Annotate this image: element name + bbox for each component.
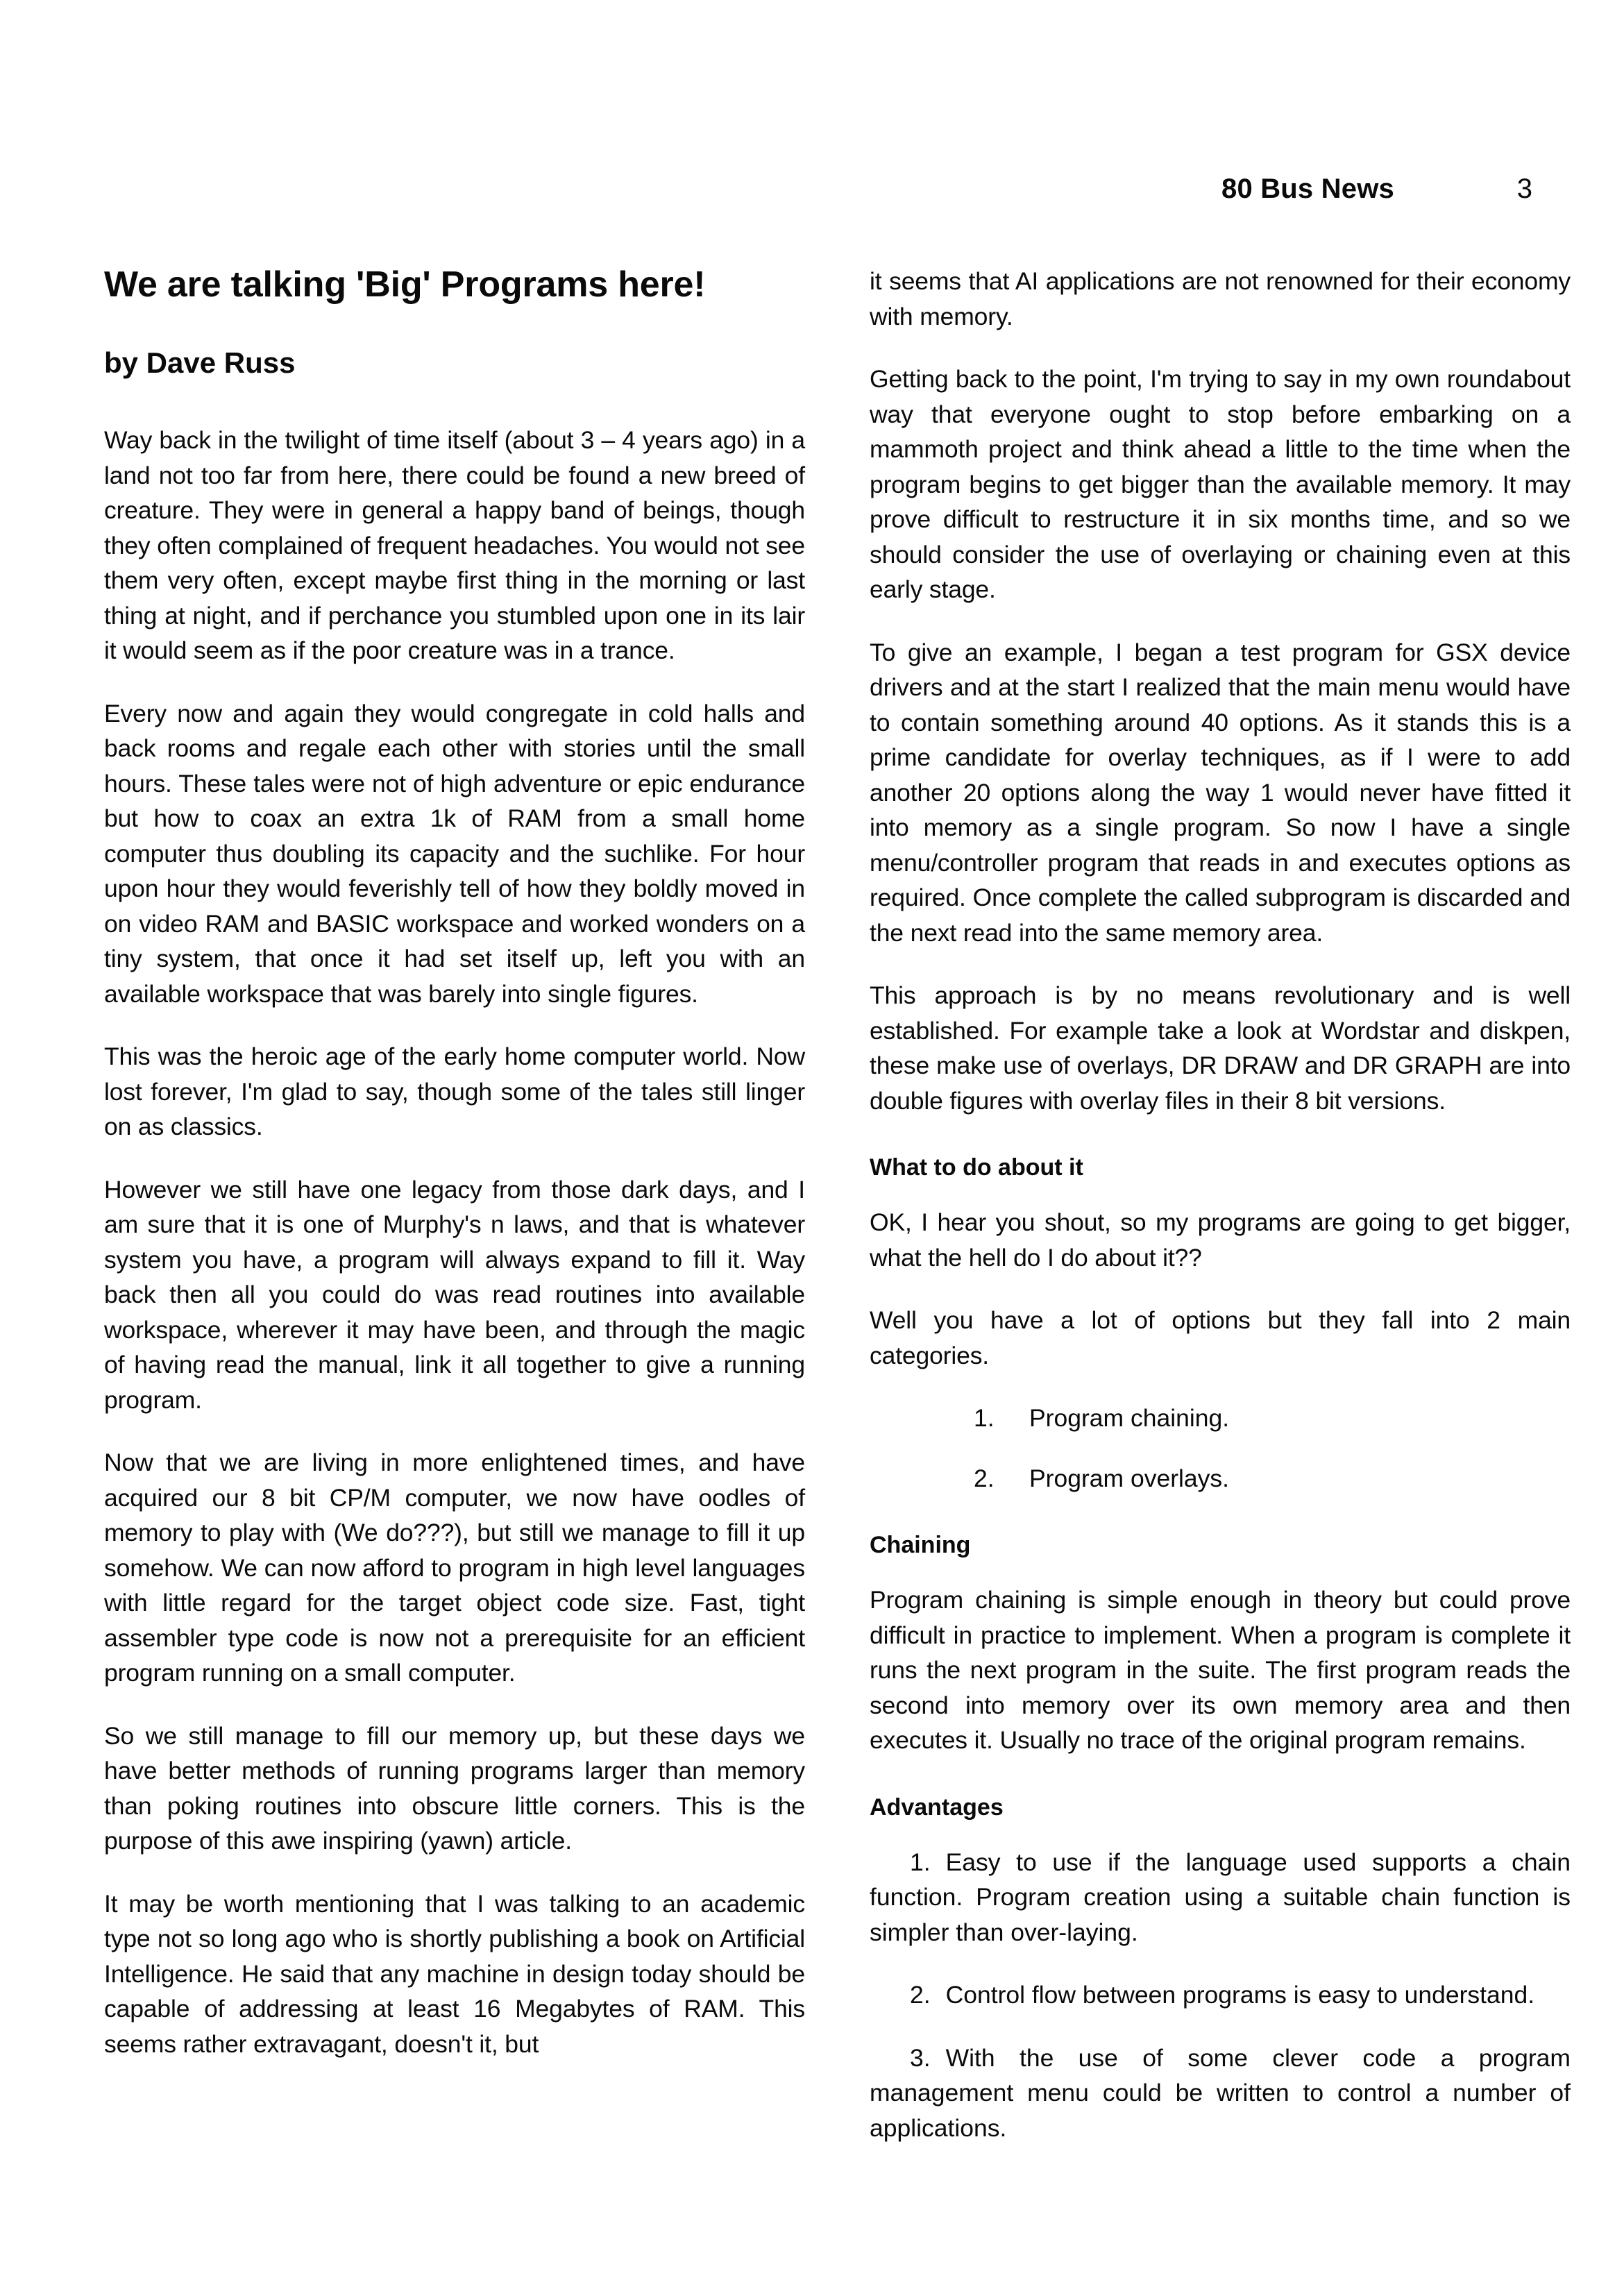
list-item — [870, 1461, 1571, 1496]
paragraph-continuation: it seems that AI applications are not renowned for their economy with memory. — [870, 267, 1571, 330]
paragraph: OK, I hear you shout, so my programs are going to get bigger, what the hell do I do about it?? — [870, 1208, 1571, 1272]
list-item-label: Program overlays. — [1029, 1464, 1230, 1492]
paragraph: However we still have one legacy from those dark days, and I am sure that it is one of Murphy's n laws, and that is whatever system you have, a program will always expand to fill it. Way back then all you could do was read routines into available workspace, wherever it may have been, and through the magic of having read the manual, link it all together to give a running program. — [104, 1175, 805, 1414]
section-heading-chaining: Chaining — [870, 1532, 971, 1558]
article-title: We are talking 'Big' Programs here! — [104, 264, 706, 305]
paragraph: This was the heroic age of the early home computer world. Now lost forever, I'm glad to say, though some of the tales still linger on as classics. — [104, 1043, 805, 1141]
category-list — [870, 1401, 1571, 1496]
list-item-label: Easy to use if the language used supports a chain function. Program creation using a suitable chain function is simpler than over-laying. — [870, 1848, 1571, 1946]
advantages-list — [870, 1845, 1571, 2146]
page-number: 3 — [1516, 174, 1532, 204]
column-left — [104, 264, 805, 2089]
paragraph: This approach is by no means revolutionary and is well established. For example take a look at Wordstar and diskpen, these make use of overlays, DR DRAW and DR GRAPH are into double figures with overlay files in their 8 bit versions. — [870, 981, 1571, 1115]
column-right — [870, 264, 1571, 2173]
list-item — [870, 2041, 1571, 2146]
list-item-number: 2. — [910, 1981, 931, 2009]
publication-title: 80 Bus News — [1221, 174, 1394, 204]
section-heading-what-to-do: What to do about it — [870, 1154, 1083, 1181]
paragraph: Getting back to the point, I'm trying to say in my own roundabout way that everyone ought to stop before embarking on a mammoth project and think ahead a little to the time when the program begins to get bigger than the available memory. It may prove difficult to restructure it in six months time, and so we should consider the use of overlaying or chaining even at this early stage. — [870, 365, 1571, 603]
list-item-label: Control flow between programs is easy to understand. — [945, 1981, 1535, 2009]
list-item — [870, 1845, 1571, 1950]
list-item-number: 2. — [974, 1464, 995, 1492]
section-heading-advantages: Advantages — [870, 1793, 1004, 1821]
list-item-number: 1. — [974, 1404, 995, 1432]
running-head — [1221, 174, 1555, 205]
paragraph: Well you have a lot of options but they fall into 2 main categories. — [870, 1306, 1571, 1369]
paragraph: It may be worth mentioning that I was talking to an academic type not so long ago who is shortly publishing a book on Artificial Intelligence. He said that any machine in design today should be capable of addressing at least 16 Megabytes of RAM. This seems rather extravagant, doesn't it, but — [104, 1889, 805, 2058]
list-item-number: 1. — [910, 1848, 931, 1876]
list-item-label: Program chaining. — [1029, 1404, 1230, 1432]
paragraph: Now that we are living in more enlightened times, and have acquired our 8 bit CP/M computer, we now have oodles of memory to play with (We do???), but still we manage to fill it up somehow. We can now afford to program in high level languages with little regard for the target object code size. Fast, tight assembler type code is now not a prerequisite for an efficient program running on a small computer. — [104, 1449, 805, 1687]
list-item — [870, 1401, 1571, 1436]
list-item-label: With the use of some clever code a program management menu could be written to control a number of applications. — [870, 2043, 1571, 2142]
paragraph: So we still manage to fill our memory up, but these days we have better methods of running programs larger than memory than poking routines into obscure little corners. This is the purpose of this awe inspiring (yawn) article. — [104, 1721, 805, 1855]
paragraph: Every now and again they would congregate in cold halls and back rooms and regale each other with stories until the small hours. These tales were not of high adventure or epic endurance but how to coax an extra 1k of RAM from a small home computer thus doubling its capacity and the suchlike. For hour upon hour they would feverishly tell of how they boldly moved in on video RAM and BASIC workspace and worked wonders on a tiny system, that once it had set itself up, left you with an available workspace that was barely into single figures. — [104, 699, 805, 1008]
paragraph: Program chaining is simple enough in theory but could prove difficult in practice to implement. When a program is complete it runs the next program in the suite. The first program reads the second into memory over its own memory area and then executes it. Usually no trace of the original program remains. — [870, 1586, 1571, 1754]
article-byline: by Dave Russ — [104, 346, 296, 380]
paragraph: To give an example, I began a test program for GSX device drivers and at the start I realized that the main menu would have to contain something around 40 options. As it stands this is a prime candidate for overlay techniques, as if I were to add another 20 options along the way 1 would never have fitted it into memory as a single program. So now I have a single menu/controller program that reads in and executes options as required. Once complete the called subprogram is discarded and the next read into the same memory area. — [870, 638, 1571, 947]
list-item-number: 3. — [910, 2043, 931, 2072]
paragraph: Way back in the twilight of time itself (about 3 – 4 years ago) in a land not too far from here, there could be found a new breed of creature. They were in general a happy band of beings, though they often complained of frequent headaches. You would not see them very often, except maybe first thing in the morning or last thing at night, and if perchance you stumbled upon one in its lair it would seem as if the poor creature was in a trance. — [104, 426, 805, 665]
list-item — [870, 1977, 1571, 2013]
